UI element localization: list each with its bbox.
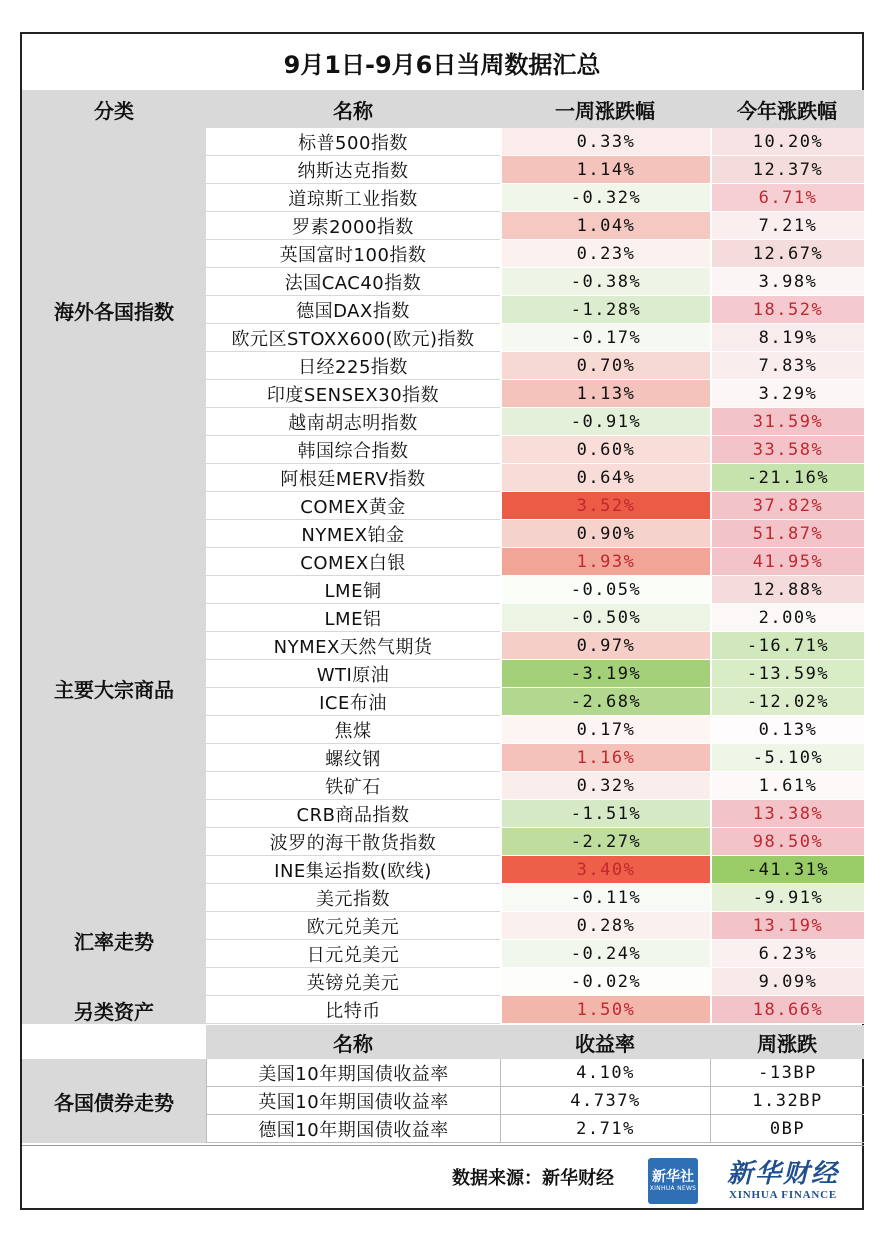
bond-weekly-change: 0BP <box>710 1115 864 1143</box>
category-label: 主要大宗商品 <box>54 677 174 702</box>
ytd-change: 41.95% <box>712 548 864 576</box>
week-change: -0.02% <box>502 968 710 996</box>
row-name: 波罗的海干散货指数 <box>206 828 500 856</box>
bond-name: 美国10年期国债收益率 <box>206 1059 500 1087</box>
bond-yield: 2.71% <box>500 1115 710 1143</box>
bond-name: 英国10年期国债收益率 <box>206 1087 500 1115</box>
bond-weekly-change: 1.32BP <box>710 1087 864 1115</box>
ytd-change: 18.52% <box>712 296 864 324</box>
week-change: -0.11% <box>502 884 710 912</box>
week-change: 1.14% <box>502 156 710 184</box>
row-name: 印度SENSEX30指数 <box>206 380 500 408</box>
ytd-change: 13.19% <box>712 912 864 940</box>
row-name: 纳斯达克指数 <box>206 156 500 184</box>
row-name: CRB商品指数 <box>206 800 500 828</box>
row-name: 道琼斯工业指数 <box>206 184 500 212</box>
row-name: 罗素2000指数 <box>206 212 500 240</box>
row-name: 日元兑美元 <box>206 940 500 968</box>
row-name: COMEX黄金 <box>206 492 500 520</box>
row-name: 美元指数 <box>206 884 500 912</box>
ytd-change: 3.98% <box>712 268 864 296</box>
week-change: -1.51% <box>502 800 710 828</box>
bond-weekly-change: -13BP <box>710 1059 864 1087</box>
xinhua-finance-logo-en: XINHUA FINANCE <box>728 1189 838 1201</box>
week-change: -0.32% <box>502 184 710 212</box>
week-change: 3.52% <box>502 492 710 520</box>
week-change: -3.19% <box>502 660 710 688</box>
ytd-change: -5.10% <box>712 744 864 772</box>
row-name: 日经225指数 <box>206 352 500 380</box>
ytd-change: -16.71% <box>712 632 864 660</box>
row-name: NYMEX铂金 <box>206 520 500 548</box>
ytd-change: 12.88% <box>712 576 864 604</box>
week-change: -0.17% <box>502 324 710 352</box>
ytd-change: 8.19% <box>712 324 864 352</box>
row-name: WTI原油 <box>206 660 500 688</box>
footer-divider <box>22 1145 864 1146</box>
week-change: 3.40% <box>502 856 710 884</box>
week-change: 0.33% <box>502 128 710 156</box>
table-title: 9月1日-9月6日当周数据汇总 <box>22 34 862 91</box>
summary-table <box>20 32 864 1210</box>
week-change: 1.13% <box>502 380 710 408</box>
week-change: 0.32% <box>502 772 710 800</box>
ytd-change: 1.61% <box>712 772 864 800</box>
ytd-change: -12.02% <box>712 688 864 716</box>
row-name: 铁矿石 <box>206 772 500 800</box>
ytd-change: -13.59% <box>712 660 864 688</box>
ytd-change: -21.16% <box>712 464 864 492</box>
row-name: 越南胡志明指数 <box>206 408 500 436</box>
row-name: LME铜 <box>206 576 500 604</box>
bond-category-label: 各国债券走势 <box>54 1090 174 1115</box>
ytd-change: 12.67% <box>712 240 864 268</box>
week-change: 0.60% <box>502 436 710 464</box>
week-change: 1.16% <box>502 744 710 772</box>
week-change: -2.27% <box>502 828 710 856</box>
row-name: 标普500指数 <box>206 128 500 156</box>
bond-header-col3: 收益率 <box>575 1031 635 1056</box>
ytd-change: 2.00% <box>712 604 864 632</box>
xinhua-logo-cn: 新华社 <box>652 1169 694 1185</box>
category-label: 另类资产 <box>74 999 154 1024</box>
row-name: 欧元区STOXX600(欧元)指数 <box>206 324 500 352</box>
ytd-change: 31.59% <box>712 408 864 436</box>
ytd-change: 98.50% <box>712 828 864 856</box>
week-change: 0.17% <box>502 716 710 744</box>
row-name: COMEX白银 <box>206 548 500 576</box>
week-change: 0.23% <box>502 240 710 268</box>
row-name: 英镑兑美元 <box>206 968 500 996</box>
week-change: -2.68% <box>502 688 710 716</box>
week-change: -0.38% <box>502 268 710 296</box>
header-col1: 分类 <box>94 98 134 123</box>
row-name: 德国DAX指数 <box>206 296 500 324</box>
ytd-change: -9.91% <box>712 884 864 912</box>
row-name: 比特币 <box>206 996 500 1024</box>
ytd-change: 10.20% <box>712 128 864 156</box>
bond-yield: 4.737% <box>500 1087 710 1115</box>
category-label: 汇率走势 <box>74 929 154 954</box>
week-change: -1.28% <box>502 296 710 324</box>
ytd-change: 37.82% <box>712 492 864 520</box>
week-change: 1.50% <box>502 996 710 1024</box>
week-change: 1.04% <box>502 212 710 240</box>
week-change: 0.28% <box>502 912 710 940</box>
bond-header-blank <box>22 1025 206 1059</box>
row-name: LME铝 <box>206 604 500 632</box>
row-name: 韩国综合指数 <box>206 436 500 464</box>
week-change: 0.90% <box>502 520 710 548</box>
ytd-change: 7.83% <box>712 352 864 380</box>
row-name: ICE布油 <box>206 688 500 716</box>
ytd-change: 9.09% <box>712 968 864 996</box>
header-col4: 今年涨跌幅 <box>737 98 837 123</box>
ytd-change: 33.58% <box>712 436 864 464</box>
row-name: 欧元兑美元 <box>206 912 500 940</box>
ytd-change: 18.66% <box>712 996 864 1024</box>
row-name: 法国CAC40指数 <box>206 268 500 296</box>
xinhua-finance-logo <box>708 1154 858 1206</box>
row-name: INE集运指数(欧线) <box>206 856 500 884</box>
week-change: -0.50% <box>502 604 710 632</box>
ytd-change: 0.13% <box>712 716 864 744</box>
row-name: NYMEX天然气期货 <box>206 632 500 660</box>
row-name: 阿根廷MERV指数 <box>206 464 500 492</box>
header-col3: 一周涨跌幅 <box>555 98 655 123</box>
week-change: 0.70% <box>502 352 710 380</box>
week-change: -0.24% <box>502 940 710 968</box>
week-change: -0.91% <box>502 408 710 436</box>
ytd-change: 7.21% <box>712 212 864 240</box>
row-name: 焦煤 <box>206 716 500 744</box>
week-change: 0.97% <box>502 632 710 660</box>
row-name: 英国富时100指数 <box>206 240 500 268</box>
ytd-change: -41.31% <box>712 856 864 884</box>
header-col2: 名称 <box>333 98 373 123</box>
ytd-change: 3.29% <box>712 380 864 408</box>
row-name: 螺纹钢 <box>206 744 500 772</box>
category-label: 海外各国指数 <box>54 299 174 324</box>
xinhua-finance-logo-cn: 新华财经 <box>726 1159 839 1189</box>
ytd-change: 6.23% <box>712 940 864 968</box>
xinhua-logo-en: XINHUA NEWS <box>649 1185 697 1192</box>
week-change: 0.64% <box>502 464 710 492</box>
week-change: -0.05% <box>502 576 710 604</box>
bond-header-col2: 名称 <box>333 1031 373 1056</box>
bond-header-col4: 周涨跌 <box>757 1031 817 1056</box>
week-change: 1.93% <box>502 548 710 576</box>
ytd-change: 12.37% <box>712 156 864 184</box>
bond-name: 德国10年期国债收益率 <box>206 1115 500 1143</box>
ytd-change: 51.87% <box>712 520 864 548</box>
xinhua-news-logo <box>648 1158 698 1204</box>
bond-yield: 4.10% <box>500 1059 710 1087</box>
ytd-change: 13.38% <box>712 800 864 828</box>
data-source: 数据来源：新华财经 <box>452 1168 614 1189</box>
ytd-change: 6.71% <box>712 184 864 212</box>
